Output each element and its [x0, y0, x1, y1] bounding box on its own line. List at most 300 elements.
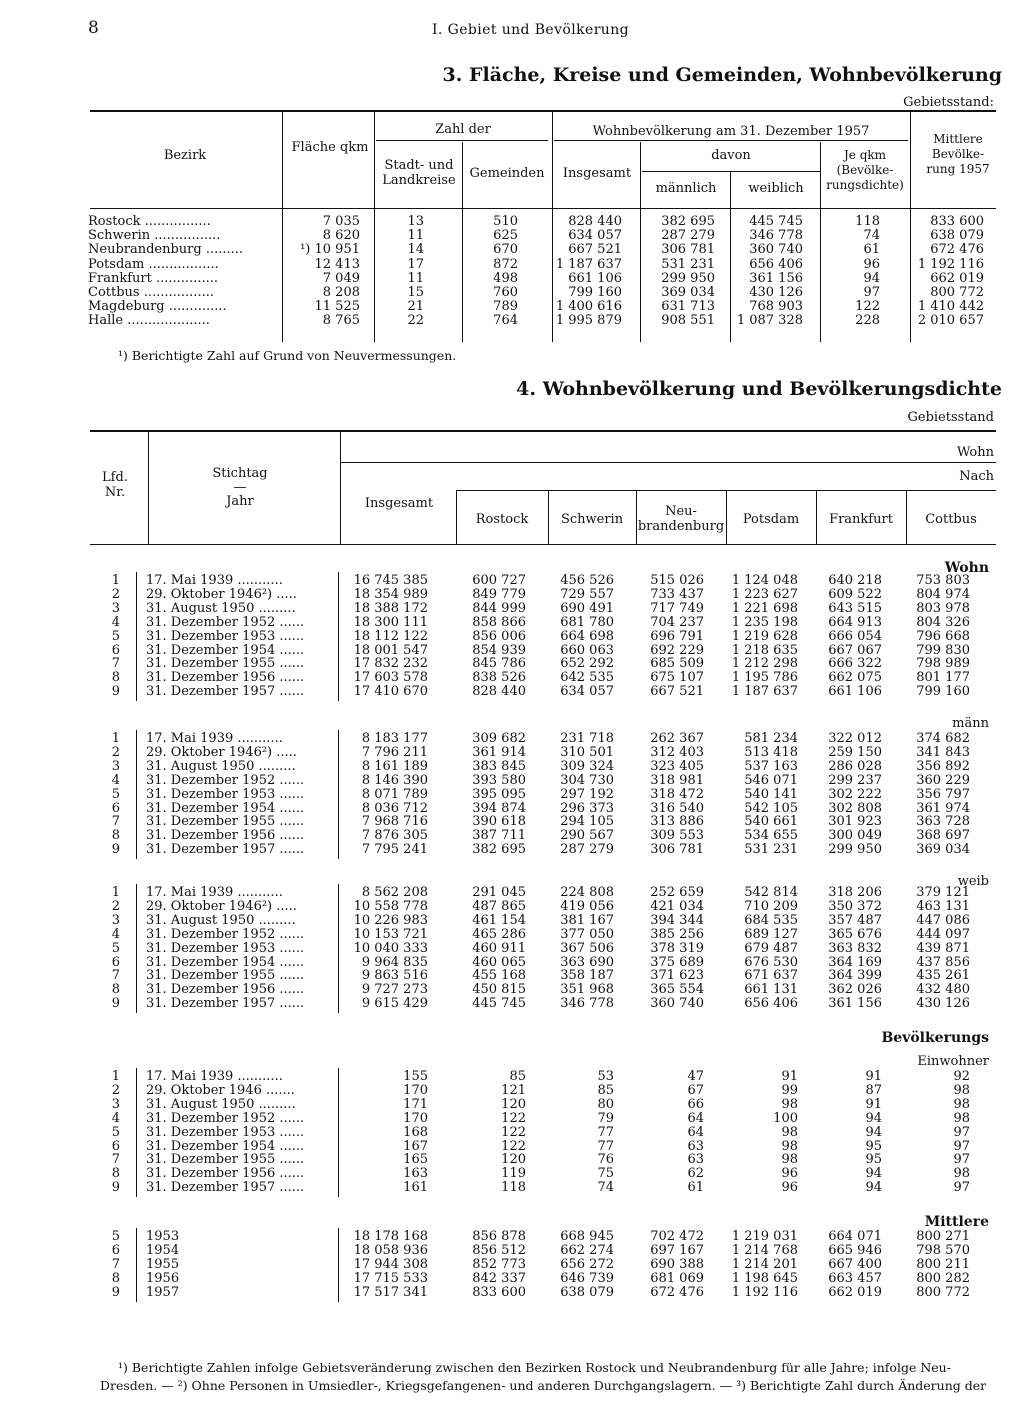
t4-row-number: 2 — [111, 1082, 120, 1098]
t3-cell-w: 1 087 328 — [736, 313, 803, 329]
t3-cell-dichte: 122 — [855, 299, 880, 315]
t4-cell: 487 865 — [472, 898, 526, 914]
t4-cell: 94 — [865, 1110, 882, 1126]
t4-cell: 10 226 983 — [353, 912, 428, 928]
t4-cell: 393 580 — [472, 772, 526, 788]
t4-row-number: 8 — [111, 828, 120, 844]
t4-cell: 94 — [865, 1124, 882, 1140]
t4-row-number: 1 — [111, 573, 120, 588]
t4-cell: 1 235 198 — [731, 614, 798, 630]
t4-cell: 66 — [687, 1096, 704, 1112]
t4-cell: 10 558 778 — [353, 898, 428, 914]
t4-cell: 365 676 — [828, 926, 882, 942]
t4-cell: 444 097 — [916, 926, 970, 942]
t4-header-insgesamt: Insgesamt — [364, 496, 434, 511]
t3-cell-mittel: 800 772 — [930, 285, 984, 300]
page-number: 8 — [88, 18, 99, 38]
t4-cell: 679 487 — [744, 940, 798, 956]
t4-cell: 120 — [501, 1152, 526, 1168]
t3-cell-kreise: 11 — [407, 270, 424, 286]
t4-cell: 369 034 — [916, 842, 970, 858]
t4-cell: 322 012 — [828, 731, 882, 746]
t3-row-label: Halle .................... — [88, 314, 210, 329]
t4-row-number: 7 — [111, 814, 120, 830]
t4-cell: 1 198 645 — [731, 1270, 798, 1286]
t4-cell: 346 778 — [560, 996, 614, 1012]
t3-cell-insgesamt: 1 187 637 — [555, 256, 622, 272]
t4-cell: 97 — [953, 1152, 970, 1168]
t3-header-mittlere: Mittlere Bevölke-rung 1957 — [926, 132, 990, 176]
t4-cell: 531 231 — [744, 842, 798, 858]
t4-cell: 371 623 — [650, 968, 704, 984]
table3-region-note: Gebietsstand: — [903, 95, 994, 110]
t4-cell: 299 237 — [828, 772, 882, 788]
t4-cell: 98 — [781, 1124, 798, 1140]
t4-cell: 800 282 — [916, 1270, 970, 1286]
t3-header-zahl: Zahl der — [435, 122, 491, 137]
t4-cell: 98 — [781, 1096, 798, 1112]
t4-row-number: 7 — [111, 1256, 120, 1272]
t4-row-number: 4 — [111, 614, 120, 630]
t4-cell: 8 036 712 — [361, 800, 428, 816]
t4-row-date: 29. Oktober 1946²) ..... — [146, 587, 297, 602]
t4-cell: 753 803 — [916, 573, 970, 588]
t4-row-number: 8 — [111, 982, 120, 998]
t4-cell: 351 968 — [560, 982, 614, 998]
t4-cell: 634 057 — [560, 684, 614, 700]
t4-cell: 368 697 — [916, 828, 970, 844]
t4-cell: 62 — [687, 1166, 704, 1182]
t3-cell-m: 299 950 — [661, 270, 715, 286]
t4-section-divider — [338, 1228, 339, 1302]
t4-cell: 18 178 168 — [353, 1229, 428, 1244]
t4-cell: 856 006 — [472, 628, 526, 644]
t4-cell: 163 — [403, 1166, 428, 1182]
t4-cell: 8 071 789 — [361, 786, 428, 802]
t4-cell: 98 — [781, 1138, 798, 1154]
t4-cell: 309 553 — [650, 828, 704, 844]
t3-row-label: Neubrandenburg ......... — [88, 243, 244, 258]
t4-cell: 18 388 172 — [353, 600, 428, 616]
t4-cell: 18 058 936 — [353, 1242, 428, 1258]
t4-cell: 318 206 — [828, 885, 882, 900]
t4-cell: 395 095 — [472, 786, 526, 802]
t4-cell: 664 913 — [828, 614, 882, 630]
t4-cell: 8 183 177 — [361, 731, 428, 746]
t3-cell-flaeche: 8 208 — [322, 285, 360, 300]
t4-cell: 100 — [773, 1110, 798, 1126]
t3-row-label: Rostock ................ — [88, 215, 211, 229]
t4-cell: 91 — [781, 1069, 798, 1084]
t4-row-number: 7 — [111, 656, 120, 672]
table4-footnote-2: Dresden. — ²) Ohne Personen in Umsiedler-, Kriegsgefangenen- und anderen Durchgangslagern. — ³) Berichtigte Zahl durch Änderung der — [100, 1378, 987, 1393]
t3-header-bezirk: Bezirk — [163, 148, 207, 163]
t4-row-number: 8 — [111, 1270, 120, 1286]
t4-cell: 419 056 — [560, 898, 614, 914]
t4-cell: 387 711 — [472, 828, 526, 844]
t4-cell: 697 167 — [650, 1242, 704, 1258]
t4-cell: 64 — [687, 1110, 704, 1126]
t4-cell: 421 034 — [650, 898, 704, 914]
t4-cell: 167 — [403, 1138, 428, 1154]
t4-section-sublabel: weib — [957, 874, 989, 889]
t4-cell: 9 727 273 — [361, 982, 428, 998]
t4-row-date: 31. Dezember 1953 ...... — [146, 787, 305, 802]
t4-cell: 515 026 — [650, 573, 704, 588]
t4-cell: 801 177 — [916, 670, 970, 686]
t4-cell: 800 211 — [916, 1256, 970, 1272]
t3-row-label: Frankfurt ............... — [88, 271, 218, 286]
t4-cell: 300 049 — [828, 828, 882, 844]
t3-cell-gemeinden: 670 — [493, 242, 518, 258]
t4-cell: 161 — [403, 1180, 428, 1196]
t4-cell: 382 695 — [472, 842, 526, 858]
t4-cell: 94 — [865, 1166, 882, 1182]
t4-row-number: 1 — [111, 885, 120, 900]
t4-cell: 1 214 201 — [731, 1256, 798, 1272]
t4-cell: 316 540 — [650, 800, 704, 816]
t4-cell: 99 — [781, 1082, 798, 1098]
t4-cell: 640 218 — [828, 573, 882, 588]
t3-cell-flaeche: 12 413 — [314, 256, 360, 272]
t3-cell-insgesamt: 799 160 — [568, 285, 622, 300]
t4-cell: 600 727 — [472, 573, 526, 588]
t4-cell: 378 319 — [650, 940, 704, 956]
t4-section-divider — [338, 572, 339, 701]
t4-cell: 652 292 — [560, 656, 614, 672]
t3-cell-mittel: 672 476 — [930, 242, 984, 258]
t3-cell-w: 656 406 — [749, 256, 803, 272]
t4-row-number: 8 — [111, 670, 120, 686]
t4-cell: 1 124 048 — [731, 573, 798, 588]
t4-cell: 97 — [953, 1180, 970, 1196]
t4-row-number: 3 — [111, 758, 120, 774]
t3-cell-mittel: 2 010 657 — [917, 313, 984, 329]
t4-cell: 662 019 — [828, 1284, 882, 1300]
t4-row-date: 31. Dezember 1957 ...... — [146, 1181, 305, 1196]
t4-cell: 63 — [687, 1138, 704, 1154]
t4-header-district: Cottbus — [925, 512, 977, 527]
t4-cell: 833 600 — [472, 1284, 526, 1300]
t4-cell: 798 570 — [916, 1242, 970, 1258]
t4-cell: 302 222 — [828, 786, 882, 802]
t4-row-date: 31. Dezember 1952 ...... — [146, 927, 305, 942]
t4-cell: 301 923 — [828, 814, 882, 830]
t4-cell: 1 223 627 — [731, 586, 798, 602]
t4-cell: 461 154 — [472, 912, 526, 928]
t4-row-date: 31. Dezember 1952 ...... — [146, 1111, 305, 1126]
t4-cell: 460 911 — [472, 940, 526, 956]
t3-header-maennlich: männlich — [655, 181, 717, 196]
t3-cell-flaeche: 11 525 — [314, 299, 360, 315]
t4-cell: 294 105 — [560, 814, 614, 830]
t4-cell: 804 326 — [916, 614, 970, 630]
t4-cell: 856 878 — [472, 1229, 526, 1244]
t4-cell: 800 772 — [916, 1284, 970, 1300]
t4-cell: 17 715 533 — [353, 1270, 428, 1286]
t3-cell-mittel: 662 019 — [930, 270, 984, 286]
t4-cell: 318 472 — [650, 786, 704, 802]
t4-header-stichtag: Stichtag — [212, 466, 268, 481]
t4-cell: 828 440 — [472, 684, 526, 700]
t4-cell: 224 808 — [560, 885, 614, 900]
t3-cell-m: 631 713 — [661, 299, 715, 315]
t4-row-number: 4 — [111, 1110, 120, 1126]
t4-cell: 318 981 — [650, 772, 704, 788]
t4-cell: 849 779 — [472, 586, 526, 602]
t4-cell: 122 — [501, 1138, 526, 1154]
t4-row-date: 31. Dezember 1956 ...... — [146, 829, 305, 844]
t4-cell: 77 — [597, 1138, 614, 1154]
t4-cell: 690 388 — [650, 1256, 704, 1272]
t4-cell: 122 — [501, 1124, 526, 1140]
t3-cell-flaeche: ¹) 10 951 — [300, 242, 360, 258]
t4-row-date: 31. Dezember 1952 ...... — [146, 773, 305, 788]
t4-cell: 1 212 298 — [731, 656, 798, 672]
t4-cell: 690 491 — [560, 600, 614, 616]
table4-title: 4. Wohnbevölkerung und Bevölkerungsdichte — [516, 378, 1002, 400]
t3-cell-kreise: 21 — [407, 299, 424, 315]
t3-cell-m: 287 279 — [661, 228, 715, 244]
t4-row-number: 4 — [111, 926, 120, 942]
t3-cell-dichte: 228 — [855, 313, 880, 329]
t4-cell: 445 745 — [472, 996, 526, 1012]
t4-cell: 92 — [953, 1069, 970, 1084]
t3-cell-dichte: 74 — [863, 228, 880, 244]
t4-cell: 95 — [865, 1138, 882, 1154]
t4-cell: 800 271 — [916, 1229, 970, 1244]
t4-cell: 79 — [597, 1110, 614, 1126]
t4-row-number: 5 — [111, 1229, 120, 1244]
t4-row-number: 6 — [111, 800, 120, 816]
t4-cell: 672 476 — [650, 1284, 704, 1300]
t3-cell-insgesamt: 634 057 — [568, 228, 622, 244]
t4-cell: 656 406 — [744, 996, 798, 1012]
t4-row-date: 31. August 1950 ......... — [146, 1097, 296, 1112]
t4-cell: 842 337 — [472, 1270, 526, 1286]
t4-section-divider — [338, 884, 339, 1013]
t4-section-divider — [338, 1068, 339, 1197]
t4-row-date: 31. Dezember 1957 ...... — [146, 843, 305, 858]
t3-cell-m: 382 695 — [661, 214, 715, 229]
t4-cell: 513 418 — [744, 744, 798, 760]
t4-row-date: 31. August 1950 ......... — [146, 759, 296, 774]
t4-cell: 119 — [501, 1166, 526, 1182]
t4-cell: 796 668 — [916, 628, 970, 644]
t4-cell: 361 974 — [916, 800, 970, 816]
t4-section-label: Bevölkerungs — [881, 1030, 989, 1046]
t4-cell: 296 373 — [560, 800, 614, 816]
t4-cell: 77 — [597, 1124, 614, 1140]
t3-cell-w: 346 778 — [749, 228, 803, 244]
t4-row-date: 31. Dezember 1953 ...... — [146, 629, 305, 644]
t3-cell-dichte: 94 — [863, 270, 880, 286]
t4-cell: 717 749 — [650, 600, 704, 616]
table3-footnote: ¹) Berichtigte Zahl auf Grund von Neuvermessungen. — [118, 348, 457, 363]
t4-cell: 76 — [597, 1152, 614, 1168]
t4-cell: 171 — [403, 1096, 428, 1112]
t4-cell: 540 661 — [744, 814, 798, 830]
t4-cell: 47 — [687, 1069, 704, 1084]
t4-cell: 704 237 — [650, 614, 704, 630]
t3-cell-mittel: 833 600 — [930, 214, 984, 229]
t4-cell: 546 071 — [744, 772, 798, 788]
t4-cell: 363 690 — [560, 954, 614, 970]
t4-cell: 1 221 698 — [731, 600, 798, 616]
t4-cell: 663 457 — [828, 1270, 882, 1286]
t4-cell: 9 615 429 — [361, 996, 428, 1012]
t4-cell: 8 562 208 — [361, 885, 428, 900]
t4-cell: 542 105 — [744, 800, 798, 816]
t4-section-divider — [136, 572, 137, 701]
t4-row-date: 1956 — [146, 1271, 180, 1286]
t4-header-dash: — — [233, 480, 247, 495]
t4-cell: 581 234 — [744, 731, 798, 746]
t4-cell: 341 843 — [916, 744, 970, 760]
t4-row-number: 1 — [111, 731, 120, 746]
t4-cell: 450 815 — [472, 982, 526, 998]
t4-cell: 363 832 — [828, 940, 882, 956]
t4-cell: 463 131 — [916, 898, 970, 914]
t3-row-label: Cottbus ................. — [88, 286, 214, 300]
t4-row-date: 17. Mai 1939 ........... — [146, 886, 283, 900]
t4-cell: 122 — [501, 1110, 526, 1126]
t4-row-date: 31. Dezember 1954 ...... — [146, 643, 305, 658]
t4-cell: 67 — [687, 1082, 704, 1098]
t4-cell: 684 535 — [744, 912, 798, 928]
t3-cell-mittel: 1 410 442 — [917, 299, 984, 315]
t4-header-district: Neu-brandenburg — [637, 504, 725, 534]
t4-cell: 360 740 — [650, 996, 704, 1012]
t4-cell: 262 367 — [650, 731, 704, 746]
t4-cell: 364 399 — [828, 968, 882, 984]
t4-cell: 17 832 232 — [353, 656, 428, 672]
t4-cell: 374 682 — [916, 731, 970, 746]
t4-cell: 375 689 — [650, 954, 704, 970]
t4-cell: 64 — [687, 1124, 704, 1140]
t4-cell: 98 — [953, 1166, 970, 1182]
t4-cell: 323 405 — [650, 758, 704, 774]
t3-header-davon: davon — [711, 148, 751, 163]
t4-cell: 455 168 — [472, 968, 526, 984]
t4-row-number: 2 — [111, 586, 120, 602]
t4-cell: 8 161 189 — [361, 758, 428, 774]
t4-row-date: 29. Oktober 1946 ....... — [146, 1083, 295, 1098]
t3-header-kreise: Stadt- und Landkreise — [382, 158, 456, 188]
t4-header-district: Frankfurt — [829, 512, 893, 527]
t4-cell: 804 974 — [916, 586, 970, 602]
t4-cell: 18 354 989 — [353, 586, 428, 602]
t4-cell: 662 274 — [560, 1242, 614, 1258]
t4-cell: 120 — [501, 1096, 526, 1112]
t4-cell: 7 876 305 — [361, 828, 428, 844]
t4-cell: 252 659 — [650, 885, 704, 900]
t4-cell: 660 063 — [560, 642, 614, 658]
t3-header-wohnbev: Wohnbevölkerung am 31. Dezember 1957 — [592, 124, 870, 139]
t4-cell: 98 — [953, 1082, 970, 1098]
t4-cell: 74 — [597, 1180, 614, 1196]
t4-cell: 80 — [597, 1096, 614, 1112]
t4-row-date: 17. Mai 1939 ........... — [146, 732, 283, 746]
t4-section-sublabel: männ — [952, 716, 989, 731]
t4-cell: 540 141 — [744, 786, 798, 802]
t4-cell: 676 530 — [744, 954, 798, 970]
t4-cell: 638 079 — [560, 1284, 614, 1300]
t4-cell: 18 001 547 — [353, 642, 428, 658]
t4-cell: 667 067 — [828, 642, 882, 658]
t4-row-date: 1954 — [146, 1243, 180, 1258]
t4-cell: 642 535 — [560, 670, 614, 686]
t3-cell-kreise: 17 — [407, 256, 424, 272]
t4-cell: 845 786 — [472, 656, 526, 672]
t4-header-jahr: Jahr — [226, 494, 254, 509]
t4-row-date: 31. Dezember 1957 ...... — [146, 997, 305, 1012]
t4-cell: 121 — [501, 1082, 526, 1098]
t4-cell: 17 603 578 — [353, 670, 428, 686]
t4-section-divider — [136, 730, 137, 859]
t4-cell: 7 795 241 — [361, 842, 428, 858]
t4-cell: 361 914 — [472, 744, 526, 760]
t4-cell: 98 — [953, 1096, 970, 1112]
t4-cell: 362 026 — [828, 982, 882, 998]
t4-cell: 18 300 111 — [353, 614, 428, 630]
t4-cell: 18 112 122 — [353, 628, 428, 644]
t4-cell: 439 871 — [916, 940, 970, 956]
t4-cell: 63 — [687, 1152, 704, 1168]
t4-cell: 96 — [781, 1180, 798, 1196]
t4-cell: 685 509 — [650, 656, 704, 672]
t4-cell: 95 — [865, 1152, 882, 1168]
t4-cell: 661 131 — [744, 982, 798, 998]
t4-cell: 85 — [597, 1082, 614, 1098]
t4-row-date: 31. Dezember 1953 ...... — [146, 941, 305, 956]
t4-row-date: 31. Dezember 1955 ...... — [146, 969, 305, 984]
t4-cell: 97 — [953, 1138, 970, 1154]
t3-cell-gemeinden: 764 — [493, 313, 518, 329]
t4-cell: 304 730 — [560, 772, 614, 788]
t3-cell-gemeinden: 510 — [493, 214, 518, 229]
t4-header-nach: Nach — [959, 469, 994, 484]
t3-cell-kreise: 22 — [407, 313, 424, 329]
t4-row-number: 6 — [111, 1138, 120, 1154]
t3-header-flaeche: Fläche qkm — [291, 140, 369, 155]
t4-cell: 542 814 — [744, 885, 798, 900]
t4-cell: 286 028 — [828, 758, 882, 774]
t4-header-district: Schwerin — [560, 512, 624, 527]
t3-cell-dichte: 118 — [855, 214, 880, 229]
t4-row-number: 9 — [111, 1284, 120, 1300]
t4-row-date: 29. Oktober 1946²) ..... — [146, 899, 297, 914]
t3-row-label: Potsdam ................. — [88, 257, 219, 272]
t4-row-date: 31. Dezember 1954 ...... — [146, 801, 305, 816]
t4-row-date: 31. August 1950 ......... — [146, 601, 296, 616]
t4-cell: 729 557 — [560, 586, 614, 602]
t4-row-date: 31. Dezember 1953 ...... — [146, 1125, 305, 1140]
t4-cell: 165 — [403, 1152, 428, 1168]
t4-cell: 299 950 — [828, 842, 882, 858]
t4-cell: 287 279 — [560, 842, 614, 858]
t4-cell: 17 410 670 — [353, 684, 428, 700]
t4-cell: 854 939 — [472, 642, 526, 658]
t4-cell: 1 219 628 — [731, 628, 798, 644]
t4-cell: 537 163 — [744, 758, 798, 774]
t4-row-number: 7 — [111, 1152, 120, 1168]
t4-row-number: 7 — [111, 968, 120, 984]
t4-cell: 96 — [781, 1166, 798, 1182]
t4-cell: 170 — [403, 1110, 428, 1126]
t4-cell: 365 554 — [650, 982, 704, 998]
t4-row-number: 2 — [111, 898, 120, 914]
